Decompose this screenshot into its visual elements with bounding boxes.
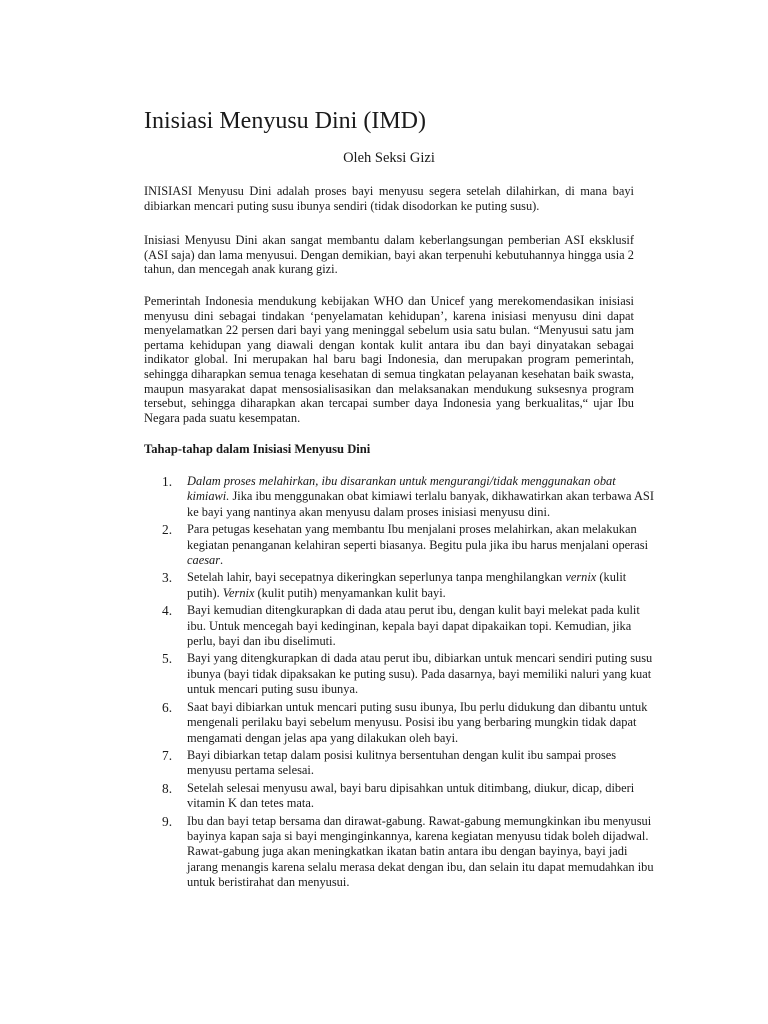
list-item: [144, 570, 654, 601]
italic-term: vernix: [565, 570, 597, 585]
list-number: 6.: [162, 699, 173, 715]
italic-term: caesar: [187, 553, 221, 568]
italic-lead: Dalam proses melahirkan, ibu disarankan untuk mengurangi/tidak menggunakan obat kimiawi.: [187, 474, 616, 504]
italic-term-2: Vernix: [222, 585, 255, 600]
steps-list: [144, 474, 654, 893]
list-number: 1.: [162, 474, 173, 489]
list-number: 9.: [162, 813, 173, 829]
list-item: [144, 700, 654, 746]
list-item: [144, 522, 654, 568]
list-item-text: Saat bayi dibiarkan untuk mencari puting susu ibunya, Ibu perlu didukung dan dibantu untuk mengenali perilaku bayi sebelum menyusu. Posisi ibu yang berbaring mungkin tidak dapat mengamati dengan jelas apa yang dilakukan oleh bayi.: [187, 699, 648, 745]
paragraph-intro: INISIASI Menyusu Dini adalah proses bayi menyusu segera setelah dilahirkan, di mana bayi dibiarkan mencari puting susu ibunya sendiri (tidak disodorkan ke puting susu).: [144, 184, 634, 213]
list-item: [144, 651, 654, 697]
list-item: [144, 603, 654, 649]
list-number: 8.: [162, 780, 173, 796]
step-text-2: (kulit putih).: [187, 570, 627, 600]
list-item-text: [187, 522, 654, 568]
list-number: 2.: [162, 522, 173, 538]
list-item-text: Ibu dan bayi tetap bersama dan dirawat-gabung. Rawat-gabung memungkinkan ibu menyusui bayinya kapan saja si bayi menginginkannya, karena kegiatan menyusu tidak boleh dijadwal. Rawat-gabung juga akan meningkatkan ikatan batin antara ibu dengan bayinya, bayi jadi jarang menangis karena selalu merasa dekat dengan ibu, dan selain itu dapat memudahkan ibu untuk beristirahat dan menyusui.: [187, 813, 654, 890]
list-item-text: Setelah selesai menyusu awal, bayi baru dipisahkan untuk ditimbang, diukur, dicap, diberi vitamin K dan tetes mata.: [187, 780, 635, 811]
step-text-3: (kulit putih) menyamankan kulit bayi.: [254, 585, 446, 600]
document-title: Inisiasi Menyusu Dini (IMD): [144, 108, 426, 134]
list-number: 7.: [162, 747, 173, 763]
section-subheading: Tahap-tahap dalam Inisiasi Menyusu Dini: [144, 442, 371, 456]
byline: Oleh Seksi Gizi: [343, 150, 435, 166]
list-item-text: Bayi kemudian ditengkurapkan di dada atau perut ibu, dengan kulit bayi melekat pada kulit ibu. Untuk mencegah bayi kedinginan, kepala bayi dapat dipakaikan topi. Kemudian, jika perlu, bayi dan ibu diselimuti.: [187, 603, 640, 649]
list-number: 4.: [162, 603, 173, 619]
list-item-text: Bayi dibiarkan tetap dalam posisi kulitnya bersentuhan dengan kulit ibu sampai proses menyusu pertama selesai.: [187, 747, 617, 778]
list-item-text: Bayi yang ditengkurapkan di dada atau perut ibu, dibiarkan untuk mencari sendiri puting susu ibunya (bayi tidak dipaksakan ke puting susu). Pada dasarnya, bayi memiliki naluri yang kuat untuk mencari puting susu ibunya.: [187, 651, 653, 697]
list-number: 5.: [162, 651, 173, 667]
list-item-text: [187, 474, 654, 520]
paragraph-asi: Inisiasi Menyusu Dini akan sangat membantu dalam keberlangsungan pemberian ASI eksklusif (ASI saja) dan lama menyusui. Dengan demikian, bayi akan terpenuhi kebutuhannya hingga usia 2 tahun, dan mencegah anak kurang gizi.: [144, 233, 634, 277]
list-item-text: [187, 570, 654, 601]
list-item: [144, 474, 654, 520]
step-text: Jika ibu menggunakan obat kimiawi terlalu banyak, dikhawatirkan akan terbawa ASI ke bayi yang nantinya akan menyusu dalam proses inisiasi menyusu dini.: [187, 489, 654, 519]
step-text-tail: .: [220, 553, 224, 568]
list-item: [144, 748, 654, 779]
list-number: 3.: [162, 570, 173, 586]
paragraph-government: Pemerintah Indonesia mendukung kebijakan WHO dan Unicef yang merekomendasikan inisiasi menyusu dini sebagai tindakan ‘penyelamatan kehidupan’, karena inisiasi menyusu dini dapat menyelamatkan 22 persen dari bayi yang meninggal sebelum usia satu bulan. “Menyusui satu jam pertama kehidupan yang diawali dengan kontak kulit antara ibu dan bayi dinyatakan sebagai indikator global. Ini merupakan hal baru bagi Indonesia, dan merupakan program pemerintah, sehingga diharapkan semua tenaga kesehatan di semua tingkatan pelayanan kesehatan baik swasta, maupun masyarakat dapat mensosialisasikan dan melaksanakan mendukung suksesnya program tersebut, sehingga diharapkan akan tercapai sumber daya Indonesia yang berkualitas,“ ujar Ibu Negara pada suatu kesempatan.: [144, 294, 634, 425]
step-text: Setelah lahir, bayi secepatnya dikeringkan seperlunya tanpa menghilangkan: [187, 570, 566, 585]
step-text: Para petugas kesehatan yang membantu Ibu menjalani proses melahirkan, akan melakukan kegiatan penanganan kelahiran seperti biasanya. Begitu pula jika ibu harus menjalani operasi: [187, 522, 649, 552]
list-item: [144, 781, 654, 812]
list-item: [144, 814, 654, 891]
